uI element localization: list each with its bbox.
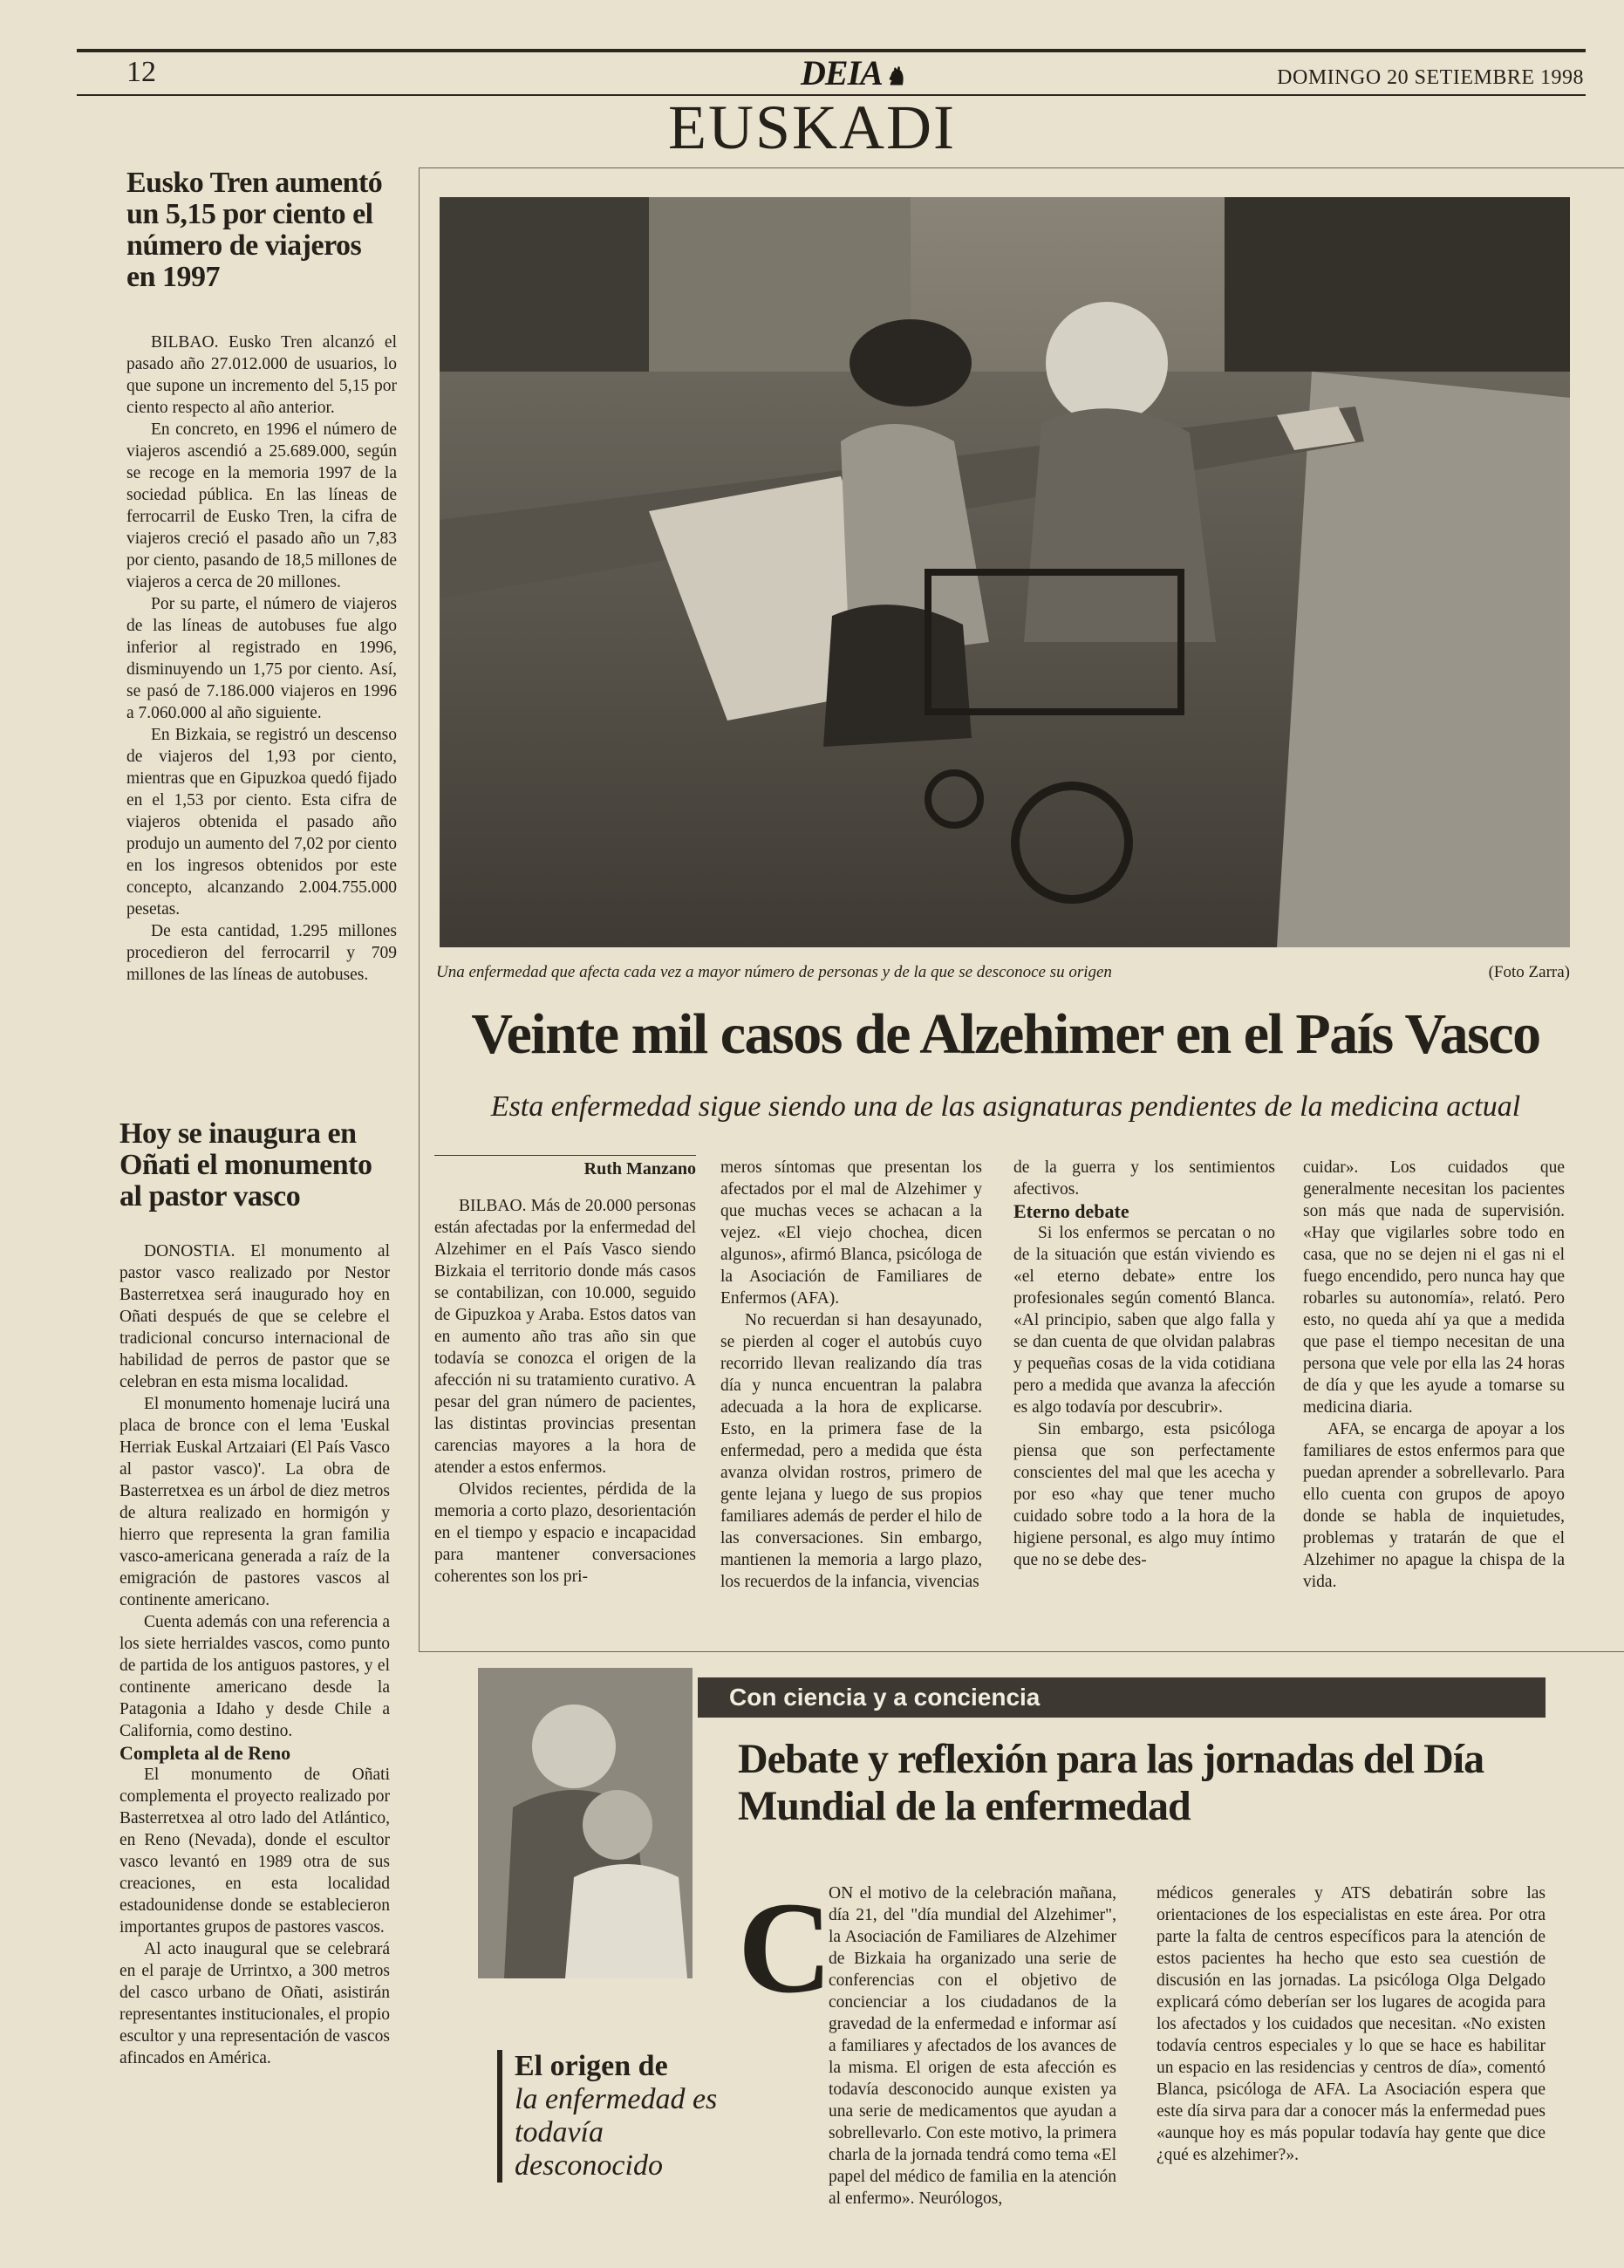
pull-quote-italic: la enfermedad es todavía desconocido xyxy=(515,2083,718,2182)
paragraph: Al acto inaugural que se celebrará en el paraje de Urrintxo, a 300 metros del casco urbano de Oñati, asistirán representantes institucionales, el propio escultor y una representación de vascos afincados en América. xyxy=(119,1940,390,2067)
page-number: 12 xyxy=(126,56,156,88)
box-column-1: ON el motivo de la celebración mañana, día 21, del "día mundial del Alzehimer", la Asociación de Familiares de Alzehimer de Bizkaia ha organizado una serie de conferencias con el objetivo de concienciar a los ciudadanos de la gravedad de la enfermedad e informar así a familiares y afectados de los avances de la misma. El origen de esta afección es todavía desconocido aunque existen ya una serie de medicamentos que ayudan a sobrellevarlo. Con este motivo, la primera charla de la jornada tendrá como tema «El papel del médico de familia en la atención al enfermo». Neurólogos, xyxy=(829,1884,1116,2208)
issue-date: DOMINGO 20 SETIEMBRE 1998 xyxy=(1277,66,1584,89)
paragraph: El monumento homenaje lucirá una placa de bronce con el lema 'Euskal Herriak Euskal Artzaiari (El País Vasco al pastor vasco)'. La obra de Basterretxea es un árbol de diez metros de altura realizado en hormigón y hierro que representa la gran familia vasco-americana generada a raíz de la emigración de pastores vascos al continente americano. xyxy=(119,1395,390,1609)
photo-credit: (Foto Zarra) xyxy=(1488,963,1570,981)
paragraph: meros síntomas que presentan los afectados por el mal de Alzehimer y que muchas veces se achacan a la vejez. «El viejo chochea, dicen algunos», afirmó Blanca, psicóloga de la Asociación de Familiares de Enfermos (AFA). xyxy=(720,1158,982,1308)
paragraph: AFA, se encarga de apoyar a los familiares de estos enfermos para que puedan aprender a sobrellevarlo. Para ello cuenta con grupos de apoyo donde se habla de inquietudes, problemas y tratarán de que el Alzehimer no apague la chispa de la vida. xyxy=(1303,1420,1565,1591)
paragraph: El monumento de Oñati complementa el proyecto realizado por Basterretxea al otro lado del Atlántico, en Reno (Nevada), donde el escultor vasco levantó en 1989 otra de sus creaciones, en esta localidad estadounidense donde se establecieron importantes grupos de pastores vascos. xyxy=(119,1766,390,1937)
main-photo xyxy=(440,197,1570,947)
article-onati xyxy=(119,1118,390,2069)
article-onati-headline: Hoy se inaugura en Oñati el monumento al pastor vasco xyxy=(119,1117,372,1213)
main-column-4 xyxy=(1303,1157,1565,1593)
paragraph: BILBAO. Eusko Tren alcanzó el pasado año 27.012.000 de usuarios, lo que supone un incremento del 5,15 por ciento respecto al año anterior. xyxy=(126,333,397,417)
box-column-2 xyxy=(1157,1882,1546,2166)
paragraph: De esta cantidad, 1.295 millones procedieron del ferrocarril y 709 millones de las líneas de autobuses. xyxy=(126,922,397,984)
paragraph: Olvidos recientes, pérdida de la memoria a corto plazo, desorientación en el tiempo y espacio e incapacidad para mantener conversaciones coherentes son los pri- xyxy=(434,1480,696,1586)
photo-caption-text: Una enfermedad que afecta cada vez a mayor número de personas y de la que se desconoce su origen xyxy=(436,963,1112,981)
main-column-1 xyxy=(434,1195,696,1588)
box-photo xyxy=(478,1668,693,1978)
section-title: EUSKADI xyxy=(668,92,956,162)
drop-cap: C xyxy=(738,1875,833,2020)
paragraph: En Bizkaia, se registró un descenso de viajeros del 1,93 por ciento, mientras que en Gipuzkoa quedó fijado en el 1,53 por ciento. Esta cifra de viajeros obtenida el pasado año produjo un aumento del 7,02 por ciento en los ingresos obtenidos por este concepto, alcanzando 2.004.755.000 pesetas. xyxy=(126,726,397,919)
paragraph: Por su parte, el número de viajeros de las líneas de autobuses fue algo inferior al registrado en 1996, disminuyendo un 1,75 por ciento. Así, se pasó de 7.186.000 viajeros en 1996 a 7.060.000 al año siguiente. xyxy=(126,595,397,722)
article-eusko-tren-body xyxy=(126,331,397,986)
article-eusko-tren xyxy=(126,167,397,986)
main-column-2 xyxy=(720,1157,982,1593)
paragraph: cuidar». Los cuidados que generalmente necesitan los pacientes son más que nada de supervisión. «Hay que vigilarles sobre todo en casa, que no se dejen ni el gas ni el fuego encendido, pero nunca hay que robarles su autonomía», relató. Pero esto, no queda ahí ya que a medida que pase el tiempo necesitan de una persona que vele por ella las 24 horas de día y que les ayude a tomarse su medicina diaria. xyxy=(1303,1158,1565,1417)
box-band: Con ciencia y a conciencia xyxy=(698,1677,1546,1718)
paragraph: Si los enfermos se percatan o no de la situación que están viviendo es «el eterno debate» entre los profesionales según comentó Blanca. «Al principio, saben que algo falla y se dan cuenta de que olvidan palabras y pequeñas cosas de la vida cotidiana pero a medida que avanza la afección es algo todavía por descubrir». xyxy=(1013,1224,1275,1417)
newspaper-logo: DEIA♞ xyxy=(801,53,905,92)
lion-icon: ♞ xyxy=(884,64,905,91)
paragraph: de la guerra y los sentimientos afectivos. xyxy=(1013,1158,1275,1199)
article-onati-body xyxy=(119,1240,390,2069)
paragraph: DONOSTIA. El monumento al pastor vasco realizado por Nestor Basterretxea será inaugurado hoy en Oñati después de que se celebre el tradicional concurso internacional de habilidad de perros de pastor que se celebran en esta misma localidad. xyxy=(119,1242,390,1391)
paragraph: No recuerdan si han desayunado, se pierden al coger el autobús cuyo recorrido llevan realizando día tras día y nunca encuentran la palabra adecuada a la hora de explicarse. Esto, en la primera fase de la enfermedad, pero a medida que ésta avanza olvidan rostros, primero de gente lejana y luego de sus propios familiares además de perder el hilo de las conversaciones. Sin embargo, mantienen la memoria a largo plazo, los recuerdos de la infancia, vivencias xyxy=(720,1311,982,1591)
box-column-2-text: médicos generales y ATS debatirán sobre las orientaciones de los especialistas en este área. Por otra parte la falta de centros específicos para la atención de estos pacientes ha hecho que esto sea cuestión de discusión en las jornadas. La psicóloga Olga Delgado explicará cómo deberían ser los lugares de acogida para los afectados y los cuidados que necesitan. «No existen todavía centros especiales y lo que se hace es habilitar un espacio en las residencias y centros de día», comentó Blanca, psicóloga de AFA. La Asociación espera que este día sirva para dar a conocer más la enfermedad pues «aunque hoy es más popular todavía hay gente que dice ¿qué es alzehimer?». xyxy=(1157,1884,1546,2164)
paragraph: BILBAO. Más de 20.000 personas están afectadas por la enfermedad del Alzehimer en el País Vasco siendo Bizkaia el territorio donde más casos se contabilizan, con 10.000, seguido de Gipuzkoa y Araba. Estos datos van en aumento año tras año sin que todavía se conozca el origen de la afección ni su tratamiento curativo. A pesar del gran número de pacientes, las distintas provincias presentan carencias mayores a la hora de atender a estos enfermos. xyxy=(434,1197,696,1477)
article-eusko-tren-headline: Eusko Tren aumentó un 5,15 por ciento el número de viajeros en 1997 xyxy=(126,167,383,293)
pull-quote xyxy=(497,2050,724,2183)
photo-caption xyxy=(436,963,1570,982)
column-subhead: Eterno debate xyxy=(1013,1200,1129,1222)
main-deck: Esta enfermedad sigue siendo una de las asignaturas pendientes de la medicina actual xyxy=(490,1090,1521,1123)
box-column-1-top xyxy=(829,1882,1116,2210)
article-onati-subhead: Completa al de Reno xyxy=(119,1742,291,1764)
main-column-3 xyxy=(1013,1157,1275,1571)
main-headline: Veinte mil casos de Alzehimer en el País Vasco xyxy=(471,1002,1540,1066)
paragraph: Cuenta además con una referencia a los siete herrialdes vascos, como punto de partida de los antiguos pastores, y el continente americano desde la Patagonia a Idaho y desde Chile a California, como destino. xyxy=(119,1613,390,1740)
box-headline: Debate y reflexión para las jornadas del Día Mundial de la enfermedad xyxy=(738,1736,1484,1829)
pull-quote-bold: El origen de xyxy=(515,2050,668,2082)
byline: Ruth Manzano xyxy=(434,1155,696,1179)
paragraph: En concreto, en 1996 el número de viajeros ascendió a 25.689.000, según se recoge en la memoria 1997 de la sociedad pública. En las líneas de ferrocarril de Eusko Tren, la cifra de viajeros creció el pasado año un 7,83 por ciento, pasando de 18,5 millones de viajeros a cerca de 20 millones. xyxy=(126,420,397,591)
paragraph: Sin embargo, esta psicóloga piensa que son perfectamente conscientes del mal que les acecha y por eso «hay que tener mucho cuidado sobre todo a la hora de la higiene personal, es algo muy íntimo que no se debe des- xyxy=(1013,1420,1275,1569)
